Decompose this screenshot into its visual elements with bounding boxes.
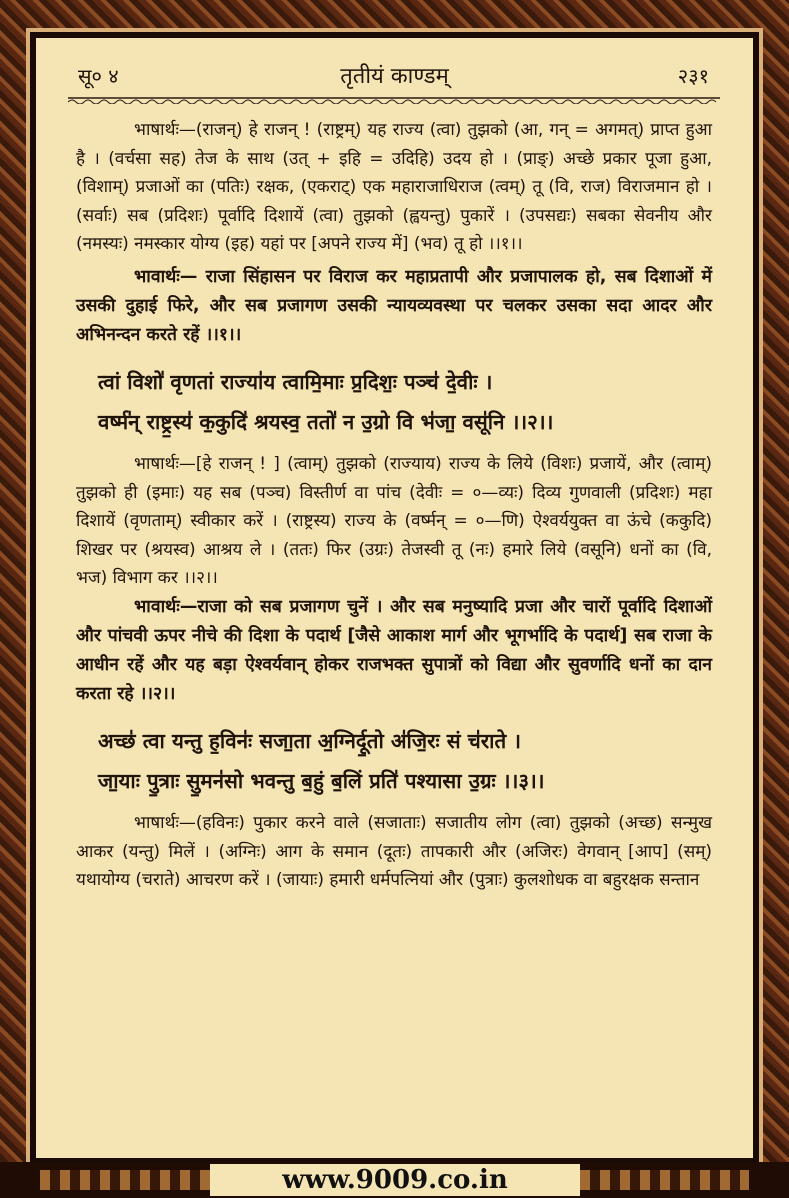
verse-2 (76, 362, 712, 442)
verse-3 (76, 721, 712, 801)
book-page (36, 38, 753, 1158)
website-link[interactable]: www.9009.co.in (210, 1164, 580, 1196)
page-number: २३१ (677, 64, 709, 88)
meaning-paragraph-2: भावार्थः—राजा को सब प्रजागण चुनें । और सब मनुष्यादि प्रजा और चारों पूर्वादि दिशाओं और पांचवी ऊपर नीचे की दिशा के पदार्थ [जैसे आकाश मार्ग और भूगर्भादि के पदार्थ] सब राजा के आधीन रहें और यह बड़ा ऐश्वर्यवान् होकर राजभक्त सुपात्रों को विद्या और सुवर्णादि धनों का दान करता रहे ।।२।। (76, 596, 712, 704)
chapter-title: तृतीयं काण्डम् (340, 64, 449, 89)
header-rule (68, 96, 720, 104)
translation-paragraph-3: भाषार्थः—(हविनः) पुकार करने वाले (सजाताः) सजातीय लोग (त्वा) तुझको (अच्छ) सन्मुख आकर (यन्तु) मिलें । (अग्निः) आग के समान (दूतः) तापकारी और (अजिरः) वेगवान् [आप] (सम्) यथायोग्य (चराते) आचरण करें । (जायाः) हमारी धर्मपत्नियां और (पुत्राः) कुलशोधक वा बहुरक्षक सन्तान (76, 812, 712, 891)
verse-3-line-2: जा॒याः पु॒त्राः सु॒मन॑सो भवन्तु ब॒हुं ब॒लिं प्रति॑ पश्यासा उ॒ग्रः ।।३।। (98, 768, 545, 793)
page-header (36, 56, 753, 90)
translation-paragraph-2: भाषार्थः—[हे राजन् ! ] (त्वाम्) तुझको (राज्याय) राज्य के लिये (विशः) प्रजायें, और (त्वाम्) तुझको ही (इमाः) यह सब (पञ्च) विस्तीर्ण वा पांच (देवीः = ०—व्यः) दिव्य गुणवाली (प्रदिशः) महा दिशायें (वृणताम्) स्वीकार करें । (राष्ट्रस्य) राज्य के (वर्ष्मन् = ०—णि) ऐश्वर्ययुक्त वा ऊंचे (ककुदि) शिखर पर (श्रयस्व) आश्रय ले । (ततः) फिर (उग्रः) तेजस्वी तू (नः) हमारे लिये (वसूनि) धनों का (वि, भज) विभाग कर ।।२।। (76, 453, 712, 589)
verse-2-line-1: त्वां विशो॑ वृणतां राज्या॑य त्वामि॒माः प्र॒दिशः॒ पञ्च॑ दे॒वीः । (98, 369, 493, 394)
translation-paragraph-1: भाषार्थः—(राजन्) हे राजन् ! (राष्ट्रम्) यह राज्य (त्वा) तुझको (आ, गन् = अगमत्) प्राप्त हुआ है । (वर्चसा सह) तेज के साथ (उत् + इहि = उदिहि) उदय हो । (प्राङ्) अच्छे प्रकार पूजा हुआ, (विशाम्) प्रजाओं का (पतिः) रक्षक, (एकराट्) एक महाराजाधिराज (त्वम्) तू (वि, राज) विराजमान हो । (सर्वाः) सब (प्रदिशः) पूर्वादि दिशायें (त्वा) तुझको (ह्वयन्तु) पुकारें । (उपसद्यः) सबका सेवनीय और (नमस्यः) नमस्कार योग्य (इह) यहां पर [अपने राज्य में] (भव) तू हो ।।१।। (76, 120, 712, 255)
sutra-number: सू० ४ (78, 64, 119, 88)
verse-2-line-2: वर्ष्म॑न् राष्ट्र॒स्य॑ क॒कुदि॑ श्रयस्व॒ ततो॑ न उ॒ग्रो वि भ॑जा॒ वसू॑नि ।।२।। (98, 409, 554, 434)
footer-bar (0, 1162, 789, 1198)
verse-3-line-1: अच्छ॑ त्वा यन्तु ह॒विनः॑ सजा॒ता अ॒ग्निर्दू॒तो अ॑जि॒रः सं च॑राते । (98, 728, 522, 753)
page-body (76, 116, 712, 895)
meaning-paragraph-1: भावार्थः— राजा सिंहासन पर विराज कर महाप्रतापी और प्रजापालक हो, सब दिशाओं में उसकी दुहाई फिरे, और सब प्रजागण उसकी न्यायव्यवस्था पर चलकर उसका सदा आदर और अभिनन्दन करते रहें ।।१।। (76, 266, 712, 345)
